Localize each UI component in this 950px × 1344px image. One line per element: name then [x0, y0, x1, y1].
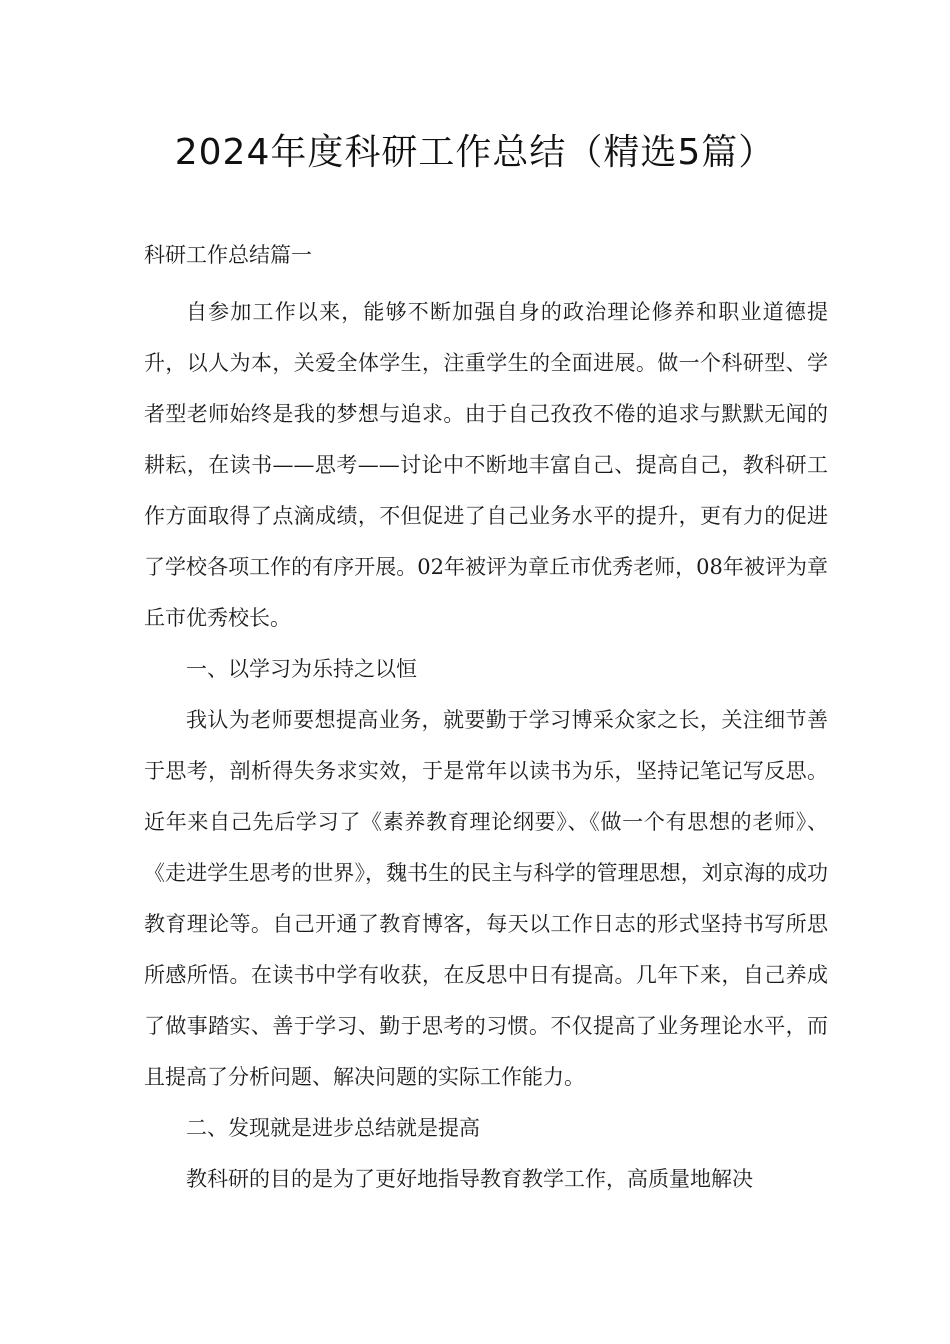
heading-one: 一、以学习为乐持之以恒 [186, 657, 417, 681]
section-label: 科研工作总结篇一 [144, 243, 312, 267]
document-body [144, 232, 828, 1205]
spacer [144, 278, 828, 287]
document-title: 2024年度科研工作总结（精选5篇） [174, 132, 776, 173]
heading-two: 二、发现就是进步总结就是提高 [186, 1116, 480, 1140]
paragraph-research: 教科研的目的是为了更好地指导教育教学工作，高质量地解决 [186, 1167, 753, 1191]
paragraph-intro: 自参加工作以来，能够不断加强自身的政治理论修养和职业道德提升，以人为本，关爱全体学生，注重学生的全面进展。做一个科研型、学者型老师始终是我的梦想与追求。由于自己孜孜不倦的追求与默默无闻的耕耘，在读书——思考——讨论中不断地丰富自己、提高自己，教科研工作方面取得了点滴成绩，不但促进了自己业务水平的提升，更有力的促进了学校各项工作的有序开展。02年被评为章丘市优秀老师，08年被评为章丘市优秀校长。 [144, 300, 828, 630]
paragraph-learning: 我认为老师要想提高业务，就要勤于学习博采众家之长，关注细节善于思考，剖析得失务求实效，于是常年以读书为乐，坚持记笔记写反思。近年来自己先后学习了《素养教育理论纲要》、《做一个有思想的老师》、《走进学生思考的世界》，魏书生的民主与科学的管理思想，刘京海的成功教育理论等。自己开通了教育博客，每天以工作日志的形式坚持书写所思所感所悟。在读书中学有收获，在反思中日有提高。几年下来，自己养成了做事踏实、善于学习、勤于思考的习惯。不仅提高了业务理论水平，而且提高了分析问题、解决问题的实际工作能力。 [144, 708, 828, 1089]
